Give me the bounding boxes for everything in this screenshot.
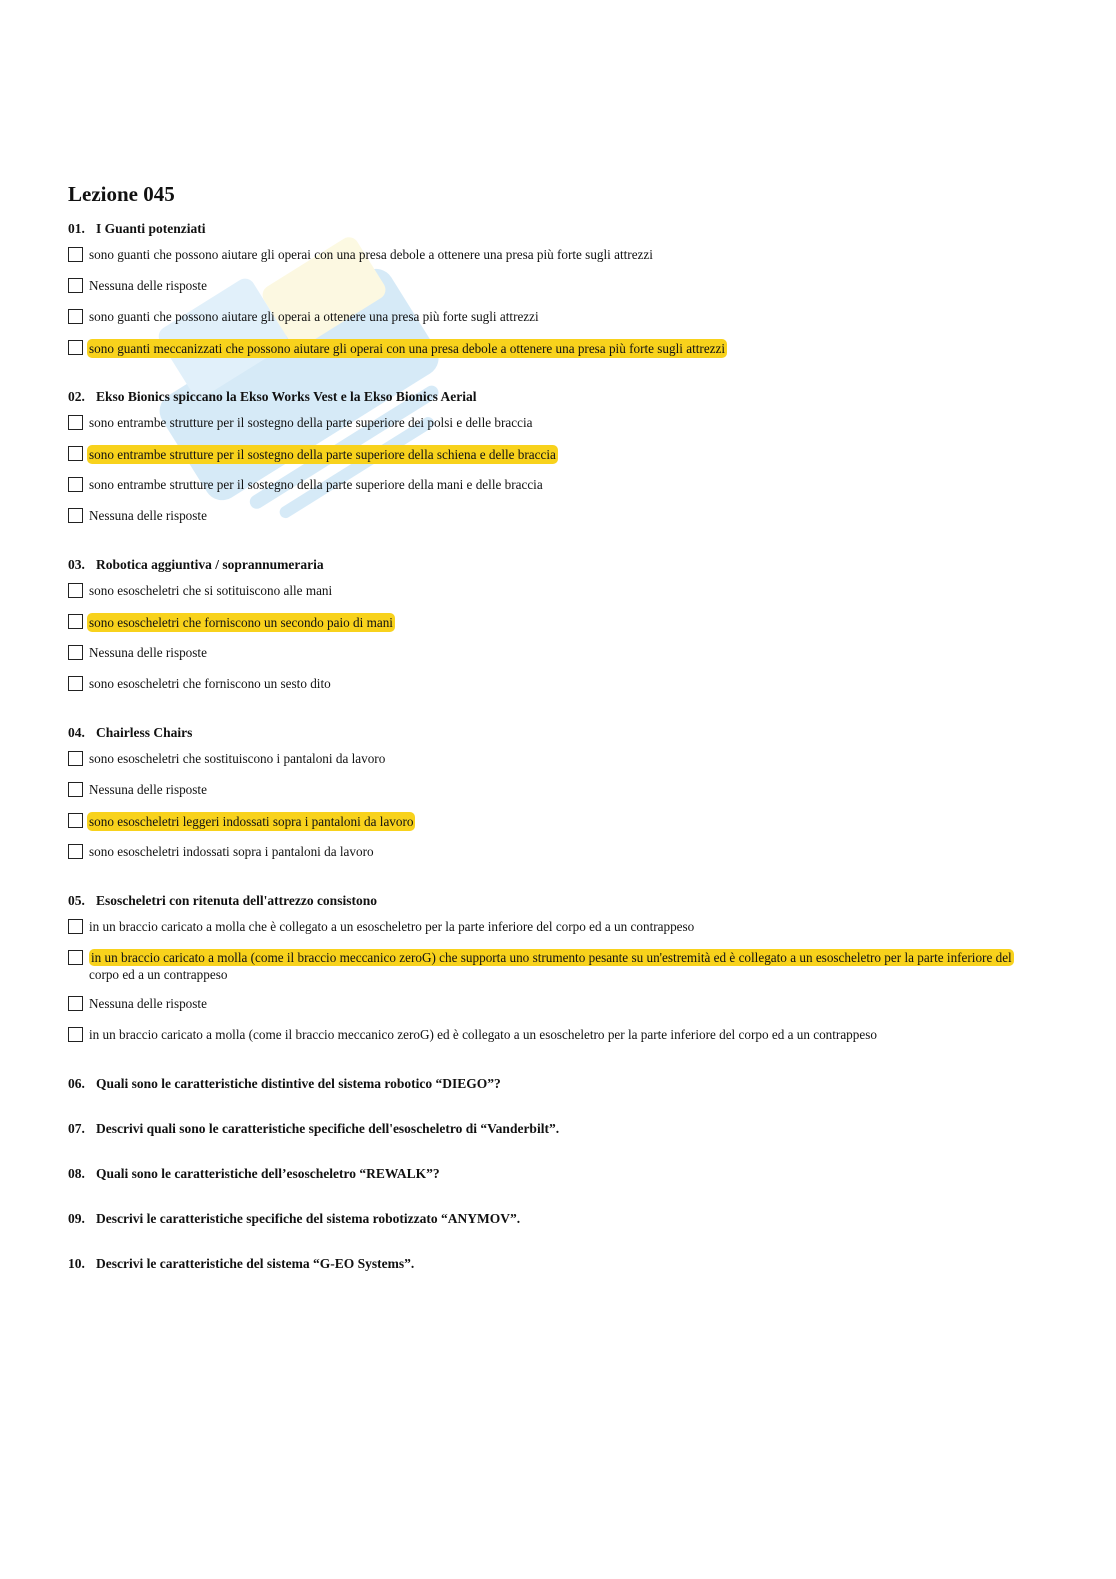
checkbox[interactable]	[68, 477, 83, 492]
question-title: Chairless Chairs	[96, 725, 193, 740]
answer-text: sono esoscheletri che forniscono un sesto dito	[89, 676, 331, 691]
answer-text: in un braccio caricato a molla (come il braccio meccanico zeroG) ed è collegato a un esoscheletro per la parte inferiore del corpo ed a un contrappeso	[89, 1027, 877, 1042]
question-number: 07.	[68, 1121, 85, 1136]
checkbox[interactable]	[68, 415, 83, 430]
checkbox[interactable]	[68, 340, 83, 355]
answer-text-highlighted: sono esoscheletri che forniscono un secondo paio di mani	[89, 615, 393, 630]
question-heading	[68, 554, 1048, 576]
question-number: 05.	[68, 893, 85, 908]
checkbox[interactable]	[68, 508, 83, 523]
answer-text-rest: corpo ed a un contrappeso	[89, 967, 228, 982]
answer-option[interactable]	[68, 1026, 1048, 1057]
question-title: Descrivi quali sono le caratteristiche specifiche dell'esoscheletro di “Vanderbilt”.	[96, 1121, 560, 1136]
answer-option[interactable]	[68, 918, 1048, 949]
answer-text-highlighted: sono entrambe strutture per il sostegno della parte superiore della schiena e delle braccia	[89, 447, 556, 462]
checkbox[interactable]	[68, 813, 83, 828]
question-02	[68, 386, 1048, 538]
open-question-09	[68, 1208, 1048, 1230]
question-04	[68, 722, 1048, 874]
checkbox[interactable]	[68, 1027, 83, 1042]
answer-text: Nessuna delle risposte	[89, 278, 207, 293]
answer-option[interactable]	[68, 246, 1048, 277]
answer-option-correct[interactable]	[68, 613, 1048, 644]
question-title: Robotica aggiuntiva / soprannumeraria	[96, 557, 324, 572]
question-number: 01.	[68, 221, 85, 236]
answer-text: Nessuna delle risposte	[89, 996, 207, 1011]
answer-option-correct[interactable]	[68, 812, 1048, 843]
answer-option[interactable]	[68, 277, 1048, 308]
answer-option-correct[interactable]	[68, 949, 1048, 995]
answer-option[interactable]	[68, 414, 1048, 445]
open-question-07	[68, 1118, 1048, 1140]
answer-text-highlighted: sono guanti meccanizzati che possono aiutare gli operai con una presa debole a ottenere una presa più forte sugli attrezzi	[89, 341, 726, 356]
question-heading	[68, 386, 1048, 408]
answer-option[interactable]	[68, 582, 1048, 613]
question-01	[68, 218, 1048, 370]
answer-text: sono guanti che possono aiutare gli operai con una presa debole a ottenere una presa più forte sugli attrezzi	[89, 247, 653, 262]
question-title: Descrivi le caratteristiche specifiche del sistema robotizzato “ANYMOV”.	[96, 1211, 521, 1226]
checkbox[interactable]	[68, 645, 83, 660]
checkbox[interactable]	[68, 996, 83, 1011]
answer-option[interactable]	[68, 644, 1048, 675]
checkbox[interactable]	[68, 676, 83, 691]
answer-option[interactable]	[68, 843, 1048, 874]
answer-text: sono guanti che possono aiutare gli operai a ottenere una presa più forte sugli attrezzi	[89, 309, 539, 324]
page-title: Lezione 045	[68, 182, 175, 206]
question-title: Esoscheletri con ritenuta dell'attrezzo consistono	[96, 893, 377, 908]
answer-option[interactable]	[68, 781, 1048, 812]
answer-text: sono entrambe strutture per il sostegno della parte superiore dei polsi e delle braccia	[89, 415, 533, 430]
checkbox[interactable]	[68, 247, 83, 262]
checkbox[interactable]	[68, 919, 83, 934]
answer-option[interactable]	[68, 995, 1048, 1026]
answer-text: Nessuna delle risposte	[89, 782, 207, 797]
question-number: 09.	[68, 1211, 85, 1226]
question-05	[68, 890, 1048, 1057]
open-question-06	[68, 1073, 1048, 1095]
answer-option-correct[interactable]	[68, 339, 1048, 370]
checkbox[interactable]	[68, 844, 83, 859]
question-03	[68, 554, 1048, 706]
open-question-08	[68, 1163, 1048, 1185]
answer-option[interactable]	[68, 675, 1048, 706]
checkbox[interactable]	[68, 751, 83, 766]
document-body	[68, 180, 1048, 1298]
checkbox[interactable]	[68, 614, 83, 629]
checkbox[interactable]	[68, 309, 83, 324]
question-number: 04.	[68, 725, 85, 740]
question-title: I Guanti potenziati	[96, 221, 206, 236]
checkbox[interactable]	[68, 782, 83, 797]
question-title: Ekso Bionics spiccano la Ekso Works Vest e la Ekso Bionics Aerial	[96, 389, 477, 404]
answer-option[interactable]	[68, 308, 1048, 339]
question-number: 08.	[68, 1166, 85, 1181]
answer-text: sono esoscheletri che sostituiscono i pantaloni da lavoro	[89, 751, 386, 766]
open-questions	[68, 1073, 1048, 1275]
question-number: 02.	[68, 389, 85, 404]
question-title: Descrivi le caratteristiche del sistema “G-EO Systems”.	[96, 1256, 415, 1271]
answer-text-highlighted: in un braccio caricato a molla (come il braccio meccanico zeroG) che supporta uno strumento pesante su un'estremità ed è collegato a un esoscheletro per la parte inferiore del	[91, 950, 1012, 965]
answer-text: in un braccio caricato a molla che è collegato a un esoscheletro per la parte inferiore del corpo ed a un contrappeso	[89, 919, 695, 934]
checkbox[interactable]	[68, 583, 83, 598]
question-heading	[68, 218, 1048, 240]
checkbox[interactable]	[68, 950, 83, 965]
checkbox[interactable]	[68, 446, 83, 461]
question-heading	[68, 890, 1048, 912]
answer-text: Nessuna delle risposte	[89, 645, 207, 660]
answer-text: sono entrambe strutture per il sostegno della parte superiore della mani e delle braccia	[89, 477, 543, 492]
answer-option[interactable]	[68, 507, 1048, 538]
question-heading	[68, 722, 1048, 744]
question-title: Quali sono le caratteristiche dell’esoscheletro “REWALK”?	[96, 1166, 440, 1181]
answer-option[interactable]	[68, 750, 1048, 781]
open-question-10	[68, 1253, 1048, 1275]
question-number: 10.	[68, 1256, 85, 1271]
answer-text: Nessuna delle risposte	[89, 508, 207, 523]
answer-text: sono esoscheletri che si sotituiscono alle mani	[89, 583, 333, 598]
question-title: Quali sono le caratteristiche distintive del sistema robotico “DIEGO”?	[96, 1076, 501, 1091]
question-number: 03.	[68, 557, 85, 572]
checkbox[interactable]	[68, 278, 83, 293]
answer-option[interactable]	[68, 476, 1048, 507]
answer-text: sono esoscheletri indossati sopra i pantaloni da lavoro	[89, 844, 374, 859]
answer-text	[87, 949, 1048, 983]
answer-option-correct[interactable]	[68, 445, 1048, 476]
answer-text-highlighted: sono esoscheletri leggeri indossati sopra i pantaloni da lavoro	[89, 814, 414, 829]
question-number: 06.	[68, 1076, 85, 1091]
